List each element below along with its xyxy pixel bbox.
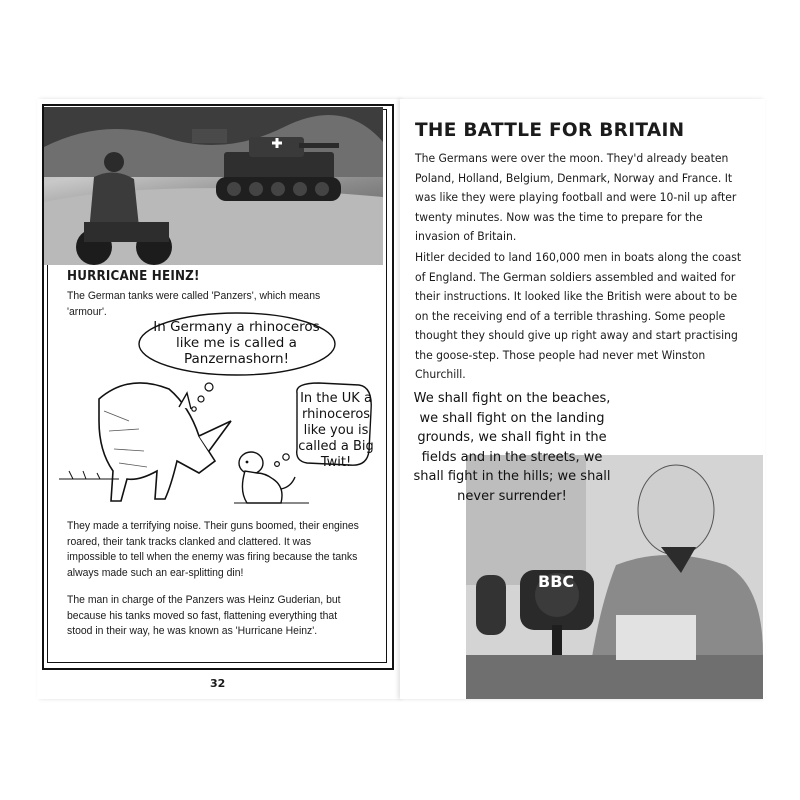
tanks-photo-drawing: [44, 107, 383, 265]
churchill-speech-bubble: We shall fight on the beaches, we shall fight on the landing grounds, we shall fight in the fields and in the streets, we shall fight in the hills; we shall never surrender!: [413, 391, 611, 504]
bbc-mic-label: BBC: [538, 572, 575, 591]
rhino-speech-bubble: In Germany a rhinoceros like me is called a Panzernashorn!: [153, 319, 320, 367]
tanks-photo: [44, 107, 383, 265]
left-paragraph-2: The man in charge of the Panzers was Heinz Guderian, but because his tanks moved so fast, flattening everything that stood in their way, he was known as 'Hurricane Heinz'.: [67, 594, 341, 637]
page-number: 32: [210, 677, 226, 690]
right-paragraph-1: The Germans were over the moon. They'd already beaten Poland, Holland, Belgium, Denmark, Norway and France. It was like they were playing football and were 10-nil up after twenty minutes. Now was the time to prepare for the invasion of Britain.: [415, 151, 737, 243]
right-paragraph-2: Hitler decided to land 160,000 men in boats along the coast of England. The German soldiers assembled and waited for their instructions. It looked like the British were about to be on the receiving end of a terrible thrashing. Some people thought they should give up right away and start practising the goose-step. Those people had never met Winston Churchill.: [415, 250, 742, 381]
left-page: [37, 99, 400, 699]
left-paragraph-1: They made a terrifying noise. Their guns boomed, their engines roared, their tank tracks clanked and clattered. It was impossible to tell when the enemy was firing because the tanks always made such an ear-splitting din!: [67, 520, 359, 579]
sidebar-heading: HURRICANE HEINZ!: [67, 269, 200, 284]
chapter-title: THE BATTLE FOR BRITAIN: [415, 120, 685, 141]
rhino-cartoon: [59, 311, 379, 511]
sidebar-caption: The German tanks were called 'Panzers', which means 'armour'.: [67, 290, 321, 318]
dog-speech-bubble: In the UK a rhinoceros like you is called a Big Twit!: [298, 391, 374, 470]
right-page: [400, 99, 765, 699]
